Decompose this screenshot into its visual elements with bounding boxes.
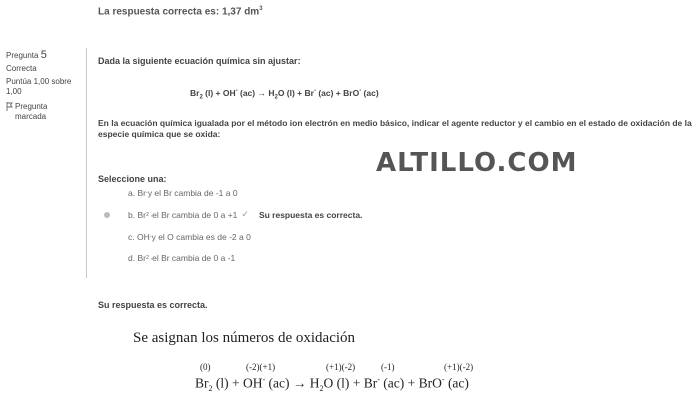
oxidation-number: (-1): [381, 362, 395, 372]
answer-option-b[interactable]: b. Br 2 , el Br cambia de 0 a +1 ✓ Su respuesta es correcta.: [128, 209, 363, 220]
previous-correct-answer: [98, 6, 263, 17]
flag-question-toggle[interactable]: [6, 102, 84, 122]
option-rest: el Br cambia de 0 a +1: [152, 209, 238, 220]
general-feedback: Su respuesta es correcta.: [98, 300, 208, 310]
selected-radio[interactable]: [104, 212, 110, 218]
option-text: OH: [137, 232, 150, 242]
question-info-panel: [6, 50, 84, 122]
answer-option-c[interactable]: c. OH - y el O cambia es de -2 a 0: [128, 232, 251, 242]
option-letter: d.: [128, 253, 136, 263]
oxidation-number: (+1)(-2): [326, 362, 356, 372]
option-rest: el Br cambia de 0 a -1: [152, 253, 236, 263]
oxidation-number: (+1)(-2): [444, 362, 474, 372]
answer-option-a[interactable]: a. Br - y el Br cambia de -1 a 0: [128, 188, 238, 198]
question-instruction: En la ecuación química igualada por el método ion electrón en medio básico, indicar el agente reductor y el cambio en el estado de oxidación de la especie química que se oxida:: [98, 118, 692, 139]
question-text: Dada la siguiente ecuación química sin ajustar:: [98, 56, 301, 66]
option-letter: c.: [128, 232, 135, 242]
option-text: Br: [137, 209, 146, 220]
option-letter: b.: [128, 209, 136, 220]
flag-icon: [6, 102, 13, 114]
question-number-value: 5: [40, 49, 47, 61]
answer-prompt: Seleccione una:: [98, 174, 167, 184]
option-rest: y el O cambia es de -2 a 0: [151, 232, 251, 242]
question-grade: [6, 77, 84, 97]
content-divider: [86, 48, 87, 278]
oxidation-number: (0): [200, 362, 211, 372]
option-text: Br: [137, 253, 146, 263]
flag-label-1: Pregunta: [15, 102, 48, 111]
previous-answer-exponent: 3: [259, 6, 263, 12]
option-rest: y el Br cambia de -1 a 0: [147, 188, 238, 198]
grade-line-1: Puntúa 1,00 sobre: [6, 77, 72, 86]
flag-label-2: marcada: [15, 112, 47, 121]
question-label: Pregunta: [6, 51, 39, 60]
question-state: Correcta: [6, 64, 37, 73]
site-watermark: ALTILLO.COM: [376, 148, 578, 178]
option-feedback: Su respuesta es correcta.: [258, 209, 363, 220]
grade-line-2: 1,00: [6, 87, 22, 96]
answer-option-d[interactable]: d. Br 2 , el Br cambia de 0 a -1: [128, 253, 236, 263]
question-equation: $Br_2$ (l) + OH- $(ac) \to H_2O$ (l) + Br- (ac) + BrO- (ac): [190, 88, 379, 101]
option-letter: a.: [128, 188, 136, 198]
question-number: [6, 50, 84, 61]
correct-check-icon: ✓: [241, 209, 249, 219]
explanation-equation: $Br_2$ (l) + OH- $(ac) \to H_2O$ (l) + Br- (ac) + BrO- (ac): [195, 375, 469, 394]
oxidation-number: (-2)(+1): [246, 362, 276, 372]
previous-answer-text: La respuesta correcta es: 1,37 dm: [98, 6, 260, 18]
option-text: Br: [137, 188, 146, 198]
explanation-title: Se asignan los números de oxidación: [133, 330, 356, 346]
